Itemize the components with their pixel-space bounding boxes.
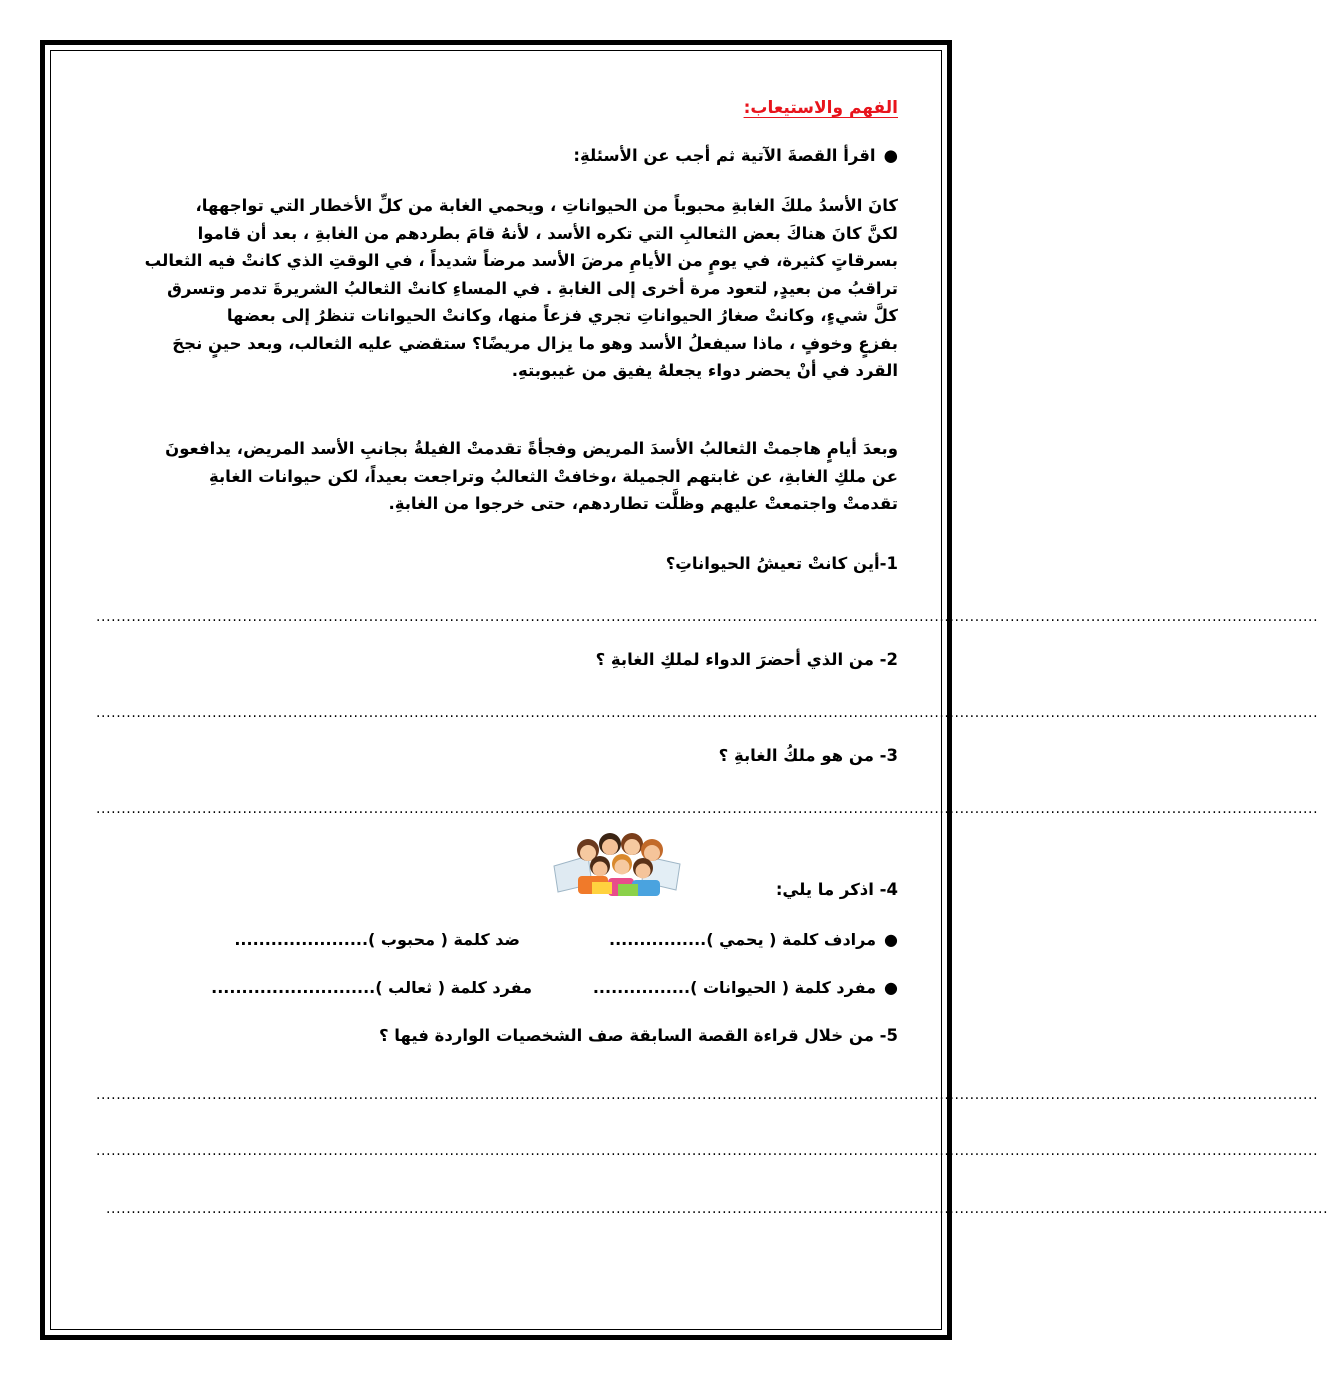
story-line: عن ملكِ الغابةِ، عن غابتهم الجميلة ،وخافتْ الثعالبُ وتراجعت بعيداً، لكن حيوانات الغابةِ bbox=[208, 466, 898, 486]
story-paragraph-1 bbox=[96, 192, 898, 385]
story-line: بسرقاتٍ كثيرة، في يومٍ من الأيامِ مرضَ الأسد مرضاً شديداً ، في الوقتِ الذي كانتْ فيه الثعالب bbox=[144, 251, 898, 270]
question-5: 5- من خلال قراءة القصة السابقة صف الشخصيات الواردة فيها ؟ bbox=[378, 1026, 898, 1045]
answer-line-5c[interactable]: .................................................................................................................................................................................................................................................. bbox=[106, 1201, 1328, 1217]
story-line: وبعدَ أيامٍ هاجمتْ الثعالبُ الأسدَ المريض وفجأةً تقدمتْ الفيلةُ بجانبِ الأسد المريض، يدافعونَ bbox=[165, 439, 898, 458]
synonym-item[interactable]: مرادف كلمة ( يحمي )................ bbox=[608, 930, 876, 949]
story-line: بفزعٍ وخوفٍ ، ماذا سيفعلُ الأسد وهو ما يزال مريضًا؟ ستقضي عليه الثعالب، وبعد حينٍ نجحَ bbox=[172, 333, 898, 353]
section-title: الفهم والاستيعاب: bbox=[743, 98, 898, 118]
bullet-icon: ● bbox=[884, 930, 898, 949]
story-paragraph-2 bbox=[96, 435, 898, 518]
instruction-line bbox=[573, 146, 898, 165]
children-reading-icon bbox=[548, 826, 686, 902]
question-2: 2- من الذي أحضرَ الدواء لملكِ الغابةِ ؟ bbox=[595, 650, 898, 669]
instruction-text: اقرأ القصةَ الآتية ثم أجب عن الأسئلةِ: bbox=[573, 146, 876, 165]
answer-line-3[interactable]: .................................................................................................................................................................................................................................................. bbox=[96, 801, 1319, 817]
story-line: لكنَّ كانَ هناكَ بعض الثعالبِ التي تكره الأسد ، لأنهُ قامَ بطردهم من الغابةِ ، بعد أن قاموا bbox=[197, 223, 898, 243]
story-line: كانَ الأسدُ ملكَ الغابةِ محبوباً من الحيواناتِ ، ويحمي الغابة من كلِّ الأخطار التي تواجهها، bbox=[195, 196, 898, 215]
antonym-item[interactable]: ضد كلمة ( محبوب )...................... bbox=[234, 930, 520, 949]
story-line: تقدمتْ واجتمعتْ عليهم وظلَّت تطاردهم، حتى خرجوا من الغابةِ. bbox=[388, 494, 898, 513]
answer-line-5a[interactable]: .................................................................................................................................................................................................................................................. bbox=[96, 1087, 1319, 1103]
answer-line-5b[interactable]: .................................................................................................................................................................................................................................................. bbox=[96, 1143, 1319, 1159]
story-line: تراقبُ من بعيدٍ, لتعود مرة أخرى إلى الغابةِ . في المساءِ كانتْ الثعالبُ الشريرةَ تدمر وتسرق bbox=[167, 278, 898, 298]
question-3: 3- من هو ملكُ الغابةِ ؟ bbox=[718, 746, 898, 765]
singular-foxes-item[interactable]: مفرد كلمة ( ثعالب )........................... bbox=[211, 978, 532, 997]
bullet-icon: ● bbox=[884, 978, 898, 997]
bullet-icon: ● bbox=[883, 146, 898, 165]
singular-animals-item[interactable]: مفرد كلمة ( الحيوانات )................ bbox=[592, 978, 876, 997]
story-line: كلَّ شيءٍ، وكانتْ صغارُ الحيواناتِ تجري فزعاً منها، وكانتْ الحيوانات تنظرُ إلى بعضها bbox=[226, 306, 898, 325]
question-1: 1-أين كانتْ تعيشُ الحيواناتِ؟ bbox=[665, 554, 898, 573]
answer-line-2[interactable]: .................................................................................................................................................................................................................................................. bbox=[96, 705, 1319, 721]
question-4: 4- اذكر ما يلي: bbox=[775, 880, 898, 899]
answer-line-1[interactable]: .................................................................................................................................................................................................................................................. bbox=[96, 609, 1319, 625]
story-line: القرد في أنْ يحضر دواء يجعلهُ يفيق من غيبوبتهِ. bbox=[511, 361, 898, 380]
